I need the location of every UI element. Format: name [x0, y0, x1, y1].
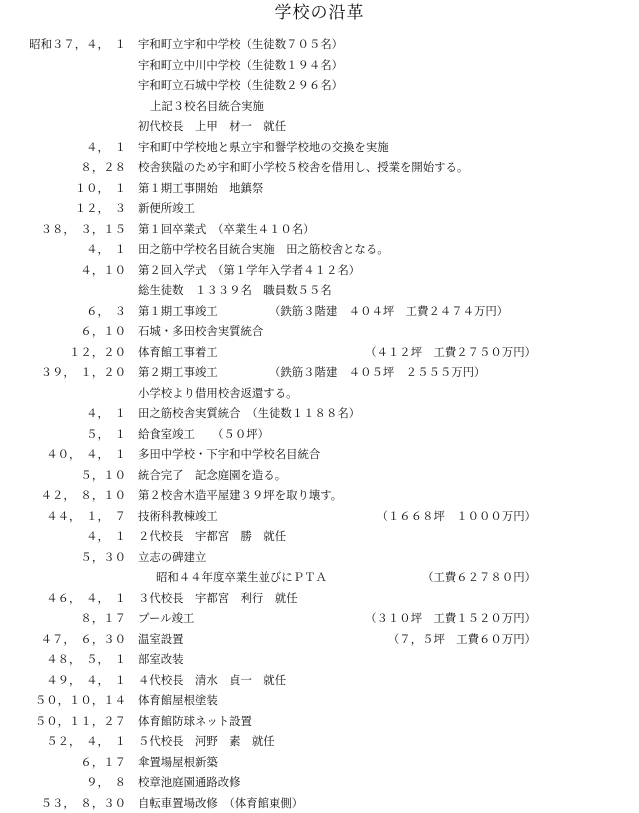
row-text: 技術科教棟竣工 [138, 506, 218, 527]
row-note: （３１０坪 工費１５２０万円） [365, 608, 536, 629]
row-text: 第１回卒業式 （卒業生４１０名） [138, 219, 315, 240]
row-text: 小学校より借用校舎返還する。 [138, 383, 297, 404]
row-text: 第２回入学式 （第１学年入学者４１２名） [138, 260, 360, 281]
history-row [0, 731, 639, 752]
history-row [0, 690, 639, 711]
history-row [0, 567, 639, 588]
row-date: ４４， １， ７ [46, 506, 126, 527]
history-row [0, 629, 639, 650]
row-text: 第１期工事竣工 （鉄筋３階建 ４０４坪 工費２４７４万円） [138, 301, 508, 322]
row-text: 新便所竣工 [138, 198, 195, 219]
row-date: ５，３０ [80, 547, 126, 568]
row-date: ５３， ８，３０ [41, 793, 126, 813]
row-date: ４，１０ [80, 260, 126, 281]
row-date: ４， １ [86, 239, 126, 260]
row-text: 初代校長 上甲 材一 就任 [138, 116, 286, 137]
row-text: 第２校舎木造平屋建３９坪を取り壊す。 [138, 485, 342, 506]
row-text: 昭和４４年度卒業生並びにＰＴＡ [156, 567, 327, 588]
history-row [0, 137, 639, 158]
history-row [0, 239, 639, 260]
row-date: ５２， ４， １ [46, 731, 126, 752]
row-text: 第２期工事竣工 （鉄筋３階建 ４０５坪 ２５５５万円） [138, 362, 485, 383]
row-note: （４１２坪 工費２７５０万円） [365, 342, 536, 363]
row-text: 田之筋校舎実質統合 （生徒数１１８８名） [138, 403, 360, 424]
row-text: 上記３校名目統合実施 [150, 96, 264, 117]
row-date: ４８， ５， １ [46, 649, 126, 670]
row-date: ４２， ８，１０ [41, 485, 126, 506]
row-date: ６，１０ [80, 321, 126, 342]
row-text: ２代校長 宇都宮 勝 就任 [138, 526, 286, 547]
row-text: 多田中学校・下宇和中学校名目統合 [138, 444, 320, 465]
row-text: 宇和町中学校地と県立宇和譽学校地の交換を実施 [138, 137, 389, 158]
row-text: プール竣工 [138, 608, 194, 629]
row-date: ５， １ [86, 424, 126, 445]
history-list [0, 34, 639, 813]
row-date: １０， １ [75, 178, 126, 199]
history-row [0, 383, 639, 404]
history-row [0, 588, 639, 609]
history-row [0, 321, 639, 342]
row-text: 総生徒数 １３３９名 職員数５５名 [138, 280, 332, 301]
row-date: ３９， １，２０ [41, 362, 126, 383]
row-date: ８，１７ [80, 608, 126, 629]
row-text: 立志の碑建立 [138, 547, 206, 568]
row-text: 温室設置 [138, 629, 184, 650]
row-text: 田之筋中学校名目統合実施 田之筋校舎となる。 [138, 239, 389, 260]
history-row [0, 649, 639, 670]
row-date: ３８， ３，１５ [41, 219, 126, 240]
row-date: １２， ３ [75, 198, 126, 219]
history-row [0, 752, 639, 773]
row-note: （７，５坪 工費６０万円） [388, 629, 536, 650]
row-text: 体育館工事着工 [138, 342, 218, 363]
history-row [0, 485, 639, 506]
history-row [0, 444, 639, 465]
row-date: ４， １ [86, 526, 126, 547]
row-date: ４６， ４， １ [46, 588, 126, 609]
history-row [0, 96, 639, 117]
row-text: 校章池庭園通路改修 [138, 772, 241, 793]
row-text: ４代校長 清水 貞一 就任 [138, 670, 286, 691]
history-row [0, 772, 639, 793]
history-row [0, 116, 639, 137]
history-row [0, 526, 639, 547]
row-date: １２，２０ [69, 342, 126, 363]
row-date: ４， １ [86, 403, 126, 424]
history-row [0, 260, 639, 281]
history-row [0, 55, 639, 76]
row-date: ８，２８ [80, 157, 126, 178]
row-date: ４， １ [86, 137, 126, 158]
row-date: ６， ３ [86, 301, 126, 322]
history-row [0, 793, 639, 813]
history-row [0, 547, 639, 568]
row-date: ４７， ６，３０ [41, 629, 126, 650]
row-date: ６，１７ [80, 752, 126, 773]
row-note: （工費６２７８０円） [422, 567, 536, 588]
history-row [0, 608, 639, 629]
history-row [0, 465, 639, 486]
row-date: ４９， ４， １ [46, 670, 126, 691]
history-row [0, 198, 639, 219]
row-text: 自転車置場改修 （体育館東側） [138, 793, 303, 813]
history-row [0, 506, 639, 527]
row-text: 体育館防球ネット設置 [138, 711, 252, 732]
history-row [0, 301, 639, 322]
row-text: 宇和町立中川中学校（生徒数１９４名） [138, 55, 343, 76]
row-text: 石城・多田校舎実質統合 [138, 321, 263, 342]
history-row [0, 342, 639, 363]
row-note: （１６６８坪 １０００万円） [377, 506, 536, 527]
history-row [0, 157, 639, 178]
row-text: 統合完了 記念庭園を造る。 [138, 465, 286, 486]
history-row [0, 178, 639, 199]
history-row [0, 670, 639, 691]
row-text: 給食室竣工 （５０坪） [138, 424, 269, 445]
row-date: 昭和３７，４， １ [29, 34, 126, 55]
history-row [0, 711, 639, 732]
row-date: ５０，１０，１４ [35, 690, 126, 711]
row-date: ５，１０ [80, 465, 126, 486]
row-date: ９， ８ [86, 772, 126, 793]
row-text: ５代校長 河野 素 就任 [138, 731, 275, 752]
row-text: 部室改装 [138, 649, 184, 670]
history-row [0, 403, 639, 424]
row-text: 第１期工事開始 地鎮祭 [138, 178, 263, 199]
history-row [0, 424, 639, 445]
page-title: 学校の沿革 [0, 2, 639, 24]
history-row [0, 219, 639, 240]
row-text: ３代校長 宇都宮 利行 就任 [138, 588, 297, 609]
row-date: ５０，１１，２７ [35, 711, 126, 732]
row-text: 傘置場屋根新築 [138, 752, 218, 773]
history-row [0, 280, 639, 301]
history-row [0, 75, 639, 96]
row-text: 宇和町立宇和中学校（生徒数７０５名） [138, 34, 343, 55]
row-text: 宇和町立石城中学校（生徒数２９６名） [138, 75, 343, 96]
row-date: ４０， ４， １ [46, 444, 126, 465]
history-row [0, 34, 639, 55]
history-row [0, 362, 639, 383]
row-text: 体育館屋根塗装 [138, 690, 218, 711]
row-text: 校舎狭隘のため宇和町小学校５校舎を借用し、授業を開始する。 [138, 157, 468, 178]
